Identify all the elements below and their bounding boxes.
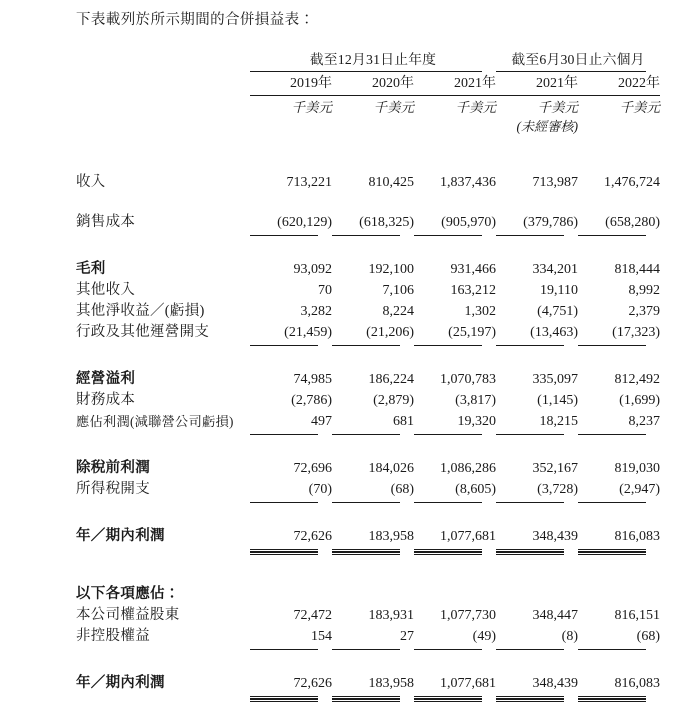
unaudited-note-row [76, 116, 660, 135]
cell-tax-2020: (68) [332, 477, 414, 498]
unaudited-spacer-label [76, 116, 250, 135]
cell-profit-period-2021: 1,077,681 [414, 524, 496, 545]
row-label-non-controlling: 非控股權益 [76, 628, 150, 644]
cell-share-profit-2019: 497 [250, 409, 332, 430]
cell-nci-2019: 154 [250, 624, 332, 645]
cell-other-income-2022h1: 8,992 [628, 283, 660, 298]
row-label-operating-profit: 經營溢利 [76, 371, 136, 387]
unaudited-spacer-5 [578, 116, 660, 135]
cell-other-net-gains-2021: 1,302 [464, 304, 496, 319]
cell-gross-profit-2021: 931,466 [450, 262, 496, 277]
group-header-row [76, 48, 660, 72]
cell-attr-heading-2022h1 [578, 582, 660, 603]
row-label-other-net-gains: 其他淨收益／(虧損) [76, 303, 205, 319]
table-row-profit-for-period [76, 524, 660, 545]
year-header-2021-interim [496, 72, 578, 96]
table-row-operating-profit [76, 367, 660, 388]
cell-final-total-2022h1: 816,083 [578, 671, 660, 692]
table-row-cost-of-sales [76, 210, 660, 231]
cell-profit-period-2022h1: 816,083 [578, 524, 660, 545]
unit-header-3: 千美元 [455, 100, 496, 115]
year-header-2021-label: 2021年 [454, 76, 496, 91]
cell-attr-heading-2021 [414, 582, 496, 603]
year-header-2019-label: 2019年 [290, 76, 332, 91]
cell-operating-profit-2021h1: 335,097 [532, 372, 578, 387]
year-header-2022-interim [578, 72, 660, 96]
cell-other-income-2021h1: 19,110 [540, 283, 578, 298]
cell-tax-2019: (70) [250, 477, 332, 498]
unit-header-2: 千美元 [373, 100, 414, 115]
table-row-finance-costs [76, 388, 660, 409]
cell-profit-period-2021h1: 348,439 [496, 524, 578, 545]
cell-gross-profit-2022h1: 818,444 [614, 262, 660, 277]
cell-pbt-2021: 1,086,286 [440, 461, 496, 476]
cell-operating-profit-2021: 1,070,783 [440, 372, 496, 387]
intro-paragraph: 下表載列於所示期間的合併損益表： [76, 12, 315, 28]
cell-nci-2020: 27 [332, 624, 414, 645]
table-row-gross-profit [76, 257, 660, 278]
cell-revenue-2019: 713,221 [286, 175, 332, 190]
year-header-row [76, 72, 660, 96]
cell-pbt-2019: 72,696 [293, 461, 332, 476]
cell-finance-costs-2019: (2,786) [291, 393, 332, 408]
cell-gross-profit-2021h1: 334,201 [532, 262, 578, 277]
year-header-spacer [76, 72, 250, 96]
table-row-non-controlling [76, 624, 660, 645]
cell-admin-2020: (21,206) [332, 320, 414, 341]
table-row-attributable-heading [76, 582, 660, 603]
row-label-profit-for-period: 年／期內利潤 [76, 528, 165, 544]
spacer-after-header [76, 135, 660, 161]
cell-other-net-gains-2022h1: 2,379 [628, 304, 660, 319]
cell-finance-costs-2021h1: (1,145) [537, 393, 578, 408]
cell-other-net-gains-2019: 3,282 [300, 304, 332, 319]
cell-operating-profit-2020: 186,224 [368, 372, 414, 387]
cell-operating-profit-2022h1: 812,492 [614, 372, 660, 387]
cell-share-profit-2021: 19,320 [414, 409, 496, 430]
cell-admin-2021: (25,197) [414, 320, 496, 341]
row-label-admin-expenses: 行政及其他運營開支 [76, 324, 210, 340]
cell-pbt-2020: 184,026 [368, 461, 414, 476]
unaudited-spacer-1 [250, 116, 332, 135]
cell-share-profit-2021h1: 18,215 [496, 409, 578, 430]
year-header-2020 [332, 72, 414, 96]
cell-nci-2021h1: (8) [496, 624, 578, 645]
cell-other-net-gains-2021h1: (4,751) [537, 304, 578, 319]
cell-profit-period-2019: 72,626 [250, 524, 332, 545]
cell-cogs-2019: (620,129) [250, 210, 332, 231]
table-row-admin-expenses [76, 320, 660, 341]
table-row-other-net-gains [76, 299, 660, 320]
cell-revenue-2020: 810,425 [368, 175, 414, 190]
cell-admin-2022h1: (17,323) [578, 320, 660, 341]
cell-equity-sh-2019: 72,472 [293, 608, 332, 623]
year-header-2022-interim-label: 2022年 [618, 76, 660, 91]
table-row-share-of-profit [76, 409, 660, 430]
unit-header-1: 千美元 [291, 100, 332, 115]
cell-share-profit-2022h1: 8,237 [578, 409, 660, 430]
cell-attr-heading-2019 [250, 582, 332, 603]
row-label-cost-of-sales: 銷售成本 [76, 214, 136, 230]
row-label-other-income: 其他收入 [76, 282, 136, 298]
cell-gross-profit-2019: 93,092 [293, 262, 332, 277]
unaudited-note: (未經審核) [516, 119, 578, 134]
cell-final-total-2019: 72,626 [250, 671, 332, 692]
cell-finance-costs-2020: (2,879) [373, 393, 414, 408]
cell-nci-2021: (49) [414, 624, 496, 645]
cell-final-total-2020: 183,958 [332, 671, 414, 692]
cell-nci-2022h1: (68) [578, 624, 660, 645]
row-label-share-of-profit: 應佔利潤(減聯營公司虧損) [76, 414, 234, 429]
cell-pbt-2021h1: 352,167 [532, 461, 578, 476]
cell-attr-heading-2021h1 [496, 582, 578, 603]
year-header-2021-interim-label: 2021年 [536, 76, 578, 91]
cell-equity-sh-2022h1: 816,151 [614, 608, 660, 623]
cell-cogs-2021: (905,970) [414, 210, 496, 231]
unit-header-spacer [76, 96, 250, 116]
table-row-revenue [76, 161, 660, 191]
cell-revenue-2021: 1,837,436 [440, 175, 496, 190]
cell-tax-2021h1: (3,728) [496, 477, 578, 498]
table-row-other-income [76, 278, 660, 299]
row-label-profit-before-tax: 除稅前利潤 [76, 460, 150, 476]
cell-admin-2021h1: (13,463) [496, 320, 578, 341]
spacer-total-attributable-2 [76, 571, 660, 582]
row-label-gross-profit: 毛利 [76, 261, 106, 277]
year-header-2020-label: 2020年 [372, 76, 414, 91]
cell-revenue-2021h1: 713,987 [532, 175, 578, 190]
cell-final-total-2021: 1,077,681 [414, 671, 496, 692]
cell-cogs-2020: (618,325) [332, 210, 414, 231]
cell-cogs-2021h1: (379,786) [496, 210, 578, 231]
cell-finance-costs-2021: (3,817) [455, 393, 496, 408]
row-label-income-tax: 所得稅開支 [76, 481, 150, 497]
cell-other-income-2019: 70 [318, 283, 332, 298]
table-row-income-tax [76, 477, 660, 498]
cell-final-total-2021h1: 348,439 [496, 671, 578, 692]
unaudited-spacer-3 [414, 116, 496, 135]
group-header-annual-label: 截至12月31日止年度 [309, 52, 437, 67]
group-header-interim-label: 截至6月30日止六個月 [511, 52, 645, 67]
cell-cogs-2022h1: (658,280) [578, 210, 660, 231]
cell-tax-2021: (8,605) [414, 477, 496, 498]
unit-header-5: 千美元 [619, 100, 660, 115]
cell-other-income-2021: 163,212 [450, 283, 496, 298]
cell-profit-period-2020: 183,958 [332, 524, 414, 545]
cell-equity-sh-2020: 183,931 [368, 608, 414, 623]
income-statement-table [76, 48, 660, 692]
cell-tax-2022h1: (2,947) [578, 477, 660, 498]
cell-revenue-2022h1: 1,476,724 [604, 175, 660, 190]
row-label-profit-for-period-total: 年／期內利潤 [76, 675, 165, 691]
cell-pbt-2022h1: 819,030 [614, 461, 660, 476]
unaudited-spacer-2 [332, 116, 414, 135]
unit-header-4: 千美元 [537, 100, 578, 115]
row-label-equity-shareholders: 本公司權益股東 [76, 607, 180, 623]
group-header-spacer [76, 48, 250, 72]
row-label-finance-costs: 財務成本 [76, 392, 136, 408]
group-header-annual [250, 48, 496, 72]
cell-admin-2019: (21,459) [250, 320, 332, 341]
cell-equity-sh-2021h1: 348,447 [532, 608, 578, 623]
cell-other-net-gains-2020: 8,224 [382, 304, 414, 319]
year-header-2019 [250, 72, 332, 96]
table-row-equity-shareholders [76, 603, 660, 624]
spacer-revenue-cogs [76, 191, 660, 210]
cell-other-income-2020: 7,106 [382, 283, 414, 298]
cell-gross-profit-2020: 192,100 [368, 262, 414, 277]
unit-header-row [76, 96, 660, 116]
cell-finance-costs-2022h1: (1,699) [619, 393, 660, 408]
cell-operating-profit-2019: 74,985 [293, 372, 332, 387]
group-header-interim [496, 48, 660, 72]
cell-equity-sh-2021: 1,077,730 [440, 608, 496, 623]
row-label-attributable-heading: 以下各項應佔： [76, 586, 180, 602]
year-header-2021 [414, 72, 496, 96]
cell-attr-heading-2020 [332, 582, 414, 603]
table-row-profit-before-tax [76, 456, 660, 477]
row-label-revenue: 收入 [76, 174, 106, 190]
table-row-profit-for-period-total [76, 671, 660, 692]
cell-share-profit-2020: 681 [332, 409, 414, 430]
